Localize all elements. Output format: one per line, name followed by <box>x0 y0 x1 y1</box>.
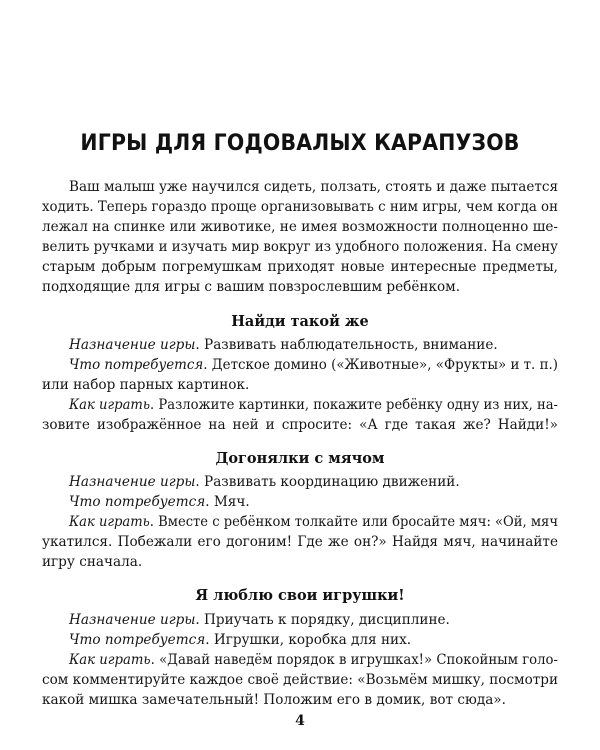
intro-line: старым добрым погремушкам приходят новые интересные предметы, <box>42 259 558 275</box>
needs-text: . Детское домино («Животные», «Фрукты» и т. п.) <box>203 357 558 373</box>
purpose-text: . Развивать координацию движений. <box>195 474 460 490</box>
howto-text: . «Давай наведём порядок в игрушках!» Спокойным голо- <box>150 652 558 668</box>
purpose-label: Назначение игры <box>69 474 196 490</box>
purpose-label: Назначение игры <box>69 337 196 353</box>
needs-text: . Мяч. <box>205 494 250 510</box>
needs-text: . Игрушки, коробка для них. <box>205 632 412 648</box>
game-needs <box>69 494 250 510</box>
needs-label: Что потребуется <box>69 632 206 648</box>
game-howto <box>69 397 558 413</box>
intro-line: лежал на спинке или животике, не имея возможности полноценно ше- <box>42 219 558 235</box>
howto-label: Как играть <box>69 652 151 668</box>
howto-label: Как играть <box>69 514 150 530</box>
intro-line: ходить. Теперь гораздо проще организовывать с ним игры, чем когда он <box>42 199 558 215</box>
game-title: Найди такой же <box>231 313 369 330</box>
game-purpose <box>69 612 450 628</box>
page-title: ИГРЫ ДЛЯ ГОДОВАЛЫХ КАРАПУЗОВ <box>80 131 520 156</box>
purpose-text: . Приучать к порядку, дисциплине. <box>195 612 450 628</box>
page-number: 4 <box>295 713 305 729</box>
game-title: Я люблю свои игрушки! <box>195 587 405 604</box>
purpose-label: Назначение игры <box>69 612 196 628</box>
howto-label: Как играть <box>69 397 151 413</box>
howto-continuation: зовите изображённое на ней и спросите: «А где такая же? Найди!» <box>42 417 558 433</box>
howto-continuation: игру сначала. <box>42 554 143 570</box>
howto-continuation: какой мишка замечательный! Положим его в домик, вот сюда». <box>42 692 506 708</box>
purpose-text: . Развивать наблюдательность, внимание. <box>195 337 498 353</box>
game-purpose <box>69 337 498 353</box>
intro-line: велить ручками и изучать мир вокруг из удобного положения. На смену <box>42 239 558 255</box>
intro-line: подходящие для игры с вашим повзрослевшим ребёнком. <box>42 279 461 295</box>
howto-continuation: сом комментируйте каждое своё действие: «Возьмём мишку, посмотри <box>42 672 558 688</box>
needs-label: Что потребуется <box>69 494 206 510</box>
intro-line: Ваш малыш уже научился сидеть, ползать, стоять и даже пытается <box>69 179 558 195</box>
howto-text: . Разложите картинки, покажите ребёнку одну из них, на- <box>150 397 558 413</box>
game-howto <box>69 652 558 668</box>
game-howto <box>69 514 558 530</box>
game-title: Догонялки с мячом <box>215 450 385 467</box>
needs-label: Что потребуется <box>69 357 204 373</box>
needs-continuation: или набор парных картинок. <box>42 377 250 393</box>
howto-text: . Вместе с ребёнком толкайте или бросайте мяч: «Ой, мяч <box>149 514 558 530</box>
game-needs <box>69 632 411 648</box>
game-purpose <box>69 474 460 490</box>
howto-continuation: укатился. Побежали его догоним! Где же он?» Найдя мяч, начинайте <box>42 534 558 550</box>
game-needs <box>69 357 558 373</box>
